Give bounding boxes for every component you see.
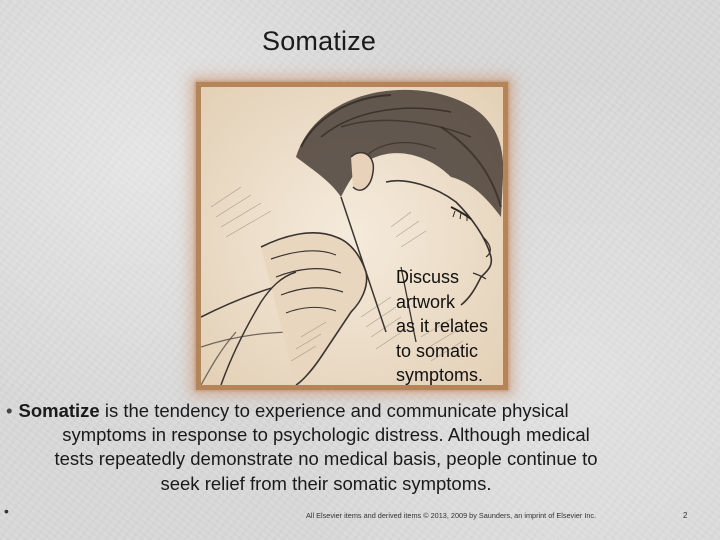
artwork-caption xyxy=(396,265,503,385)
artwork-caption-line: to somatic xyxy=(396,340,479,361)
sketch-artwork-woman-holding-neck xyxy=(201,87,503,385)
definition-bullet xyxy=(6,399,646,496)
artwork-caption-line: symptoms. xyxy=(396,365,484,385)
copyright-footer: All Elsevier items and derived items © 2013, 2009 by Saunders, an imprint of Elsevier Inc. xyxy=(306,511,597,520)
artwork-caption-line: artwork xyxy=(396,291,456,312)
empty-bullet: • xyxy=(4,503,9,519)
defined-term: Somatize xyxy=(18,400,100,421)
bullet-symbol: • xyxy=(6,400,13,421)
page-number: 2 xyxy=(683,511,688,520)
bullet-line xyxy=(6,399,646,423)
bullet-line: symptoms in response to psychologic distress. Although medical xyxy=(62,424,590,446)
bullet-line: tests repeatedly demonstrate no medical basis, people continue to xyxy=(54,448,598,470)
artwork-caption-line: Discuss xyxy=(396,267,460,287)
slide-title: Somatize xyxy=(262,26,377,56)
artwork-caption-line: as it relates xyxy=(396,316,489,336)
artwork-frame xyxy=(196,82,508,390)
bullet-line: seek relief from their somatic symptoms. xyxy=(160,472,492,494)
definition-text: is the tendency to experience and communicate physical xyxy=(99,400,569,421)
